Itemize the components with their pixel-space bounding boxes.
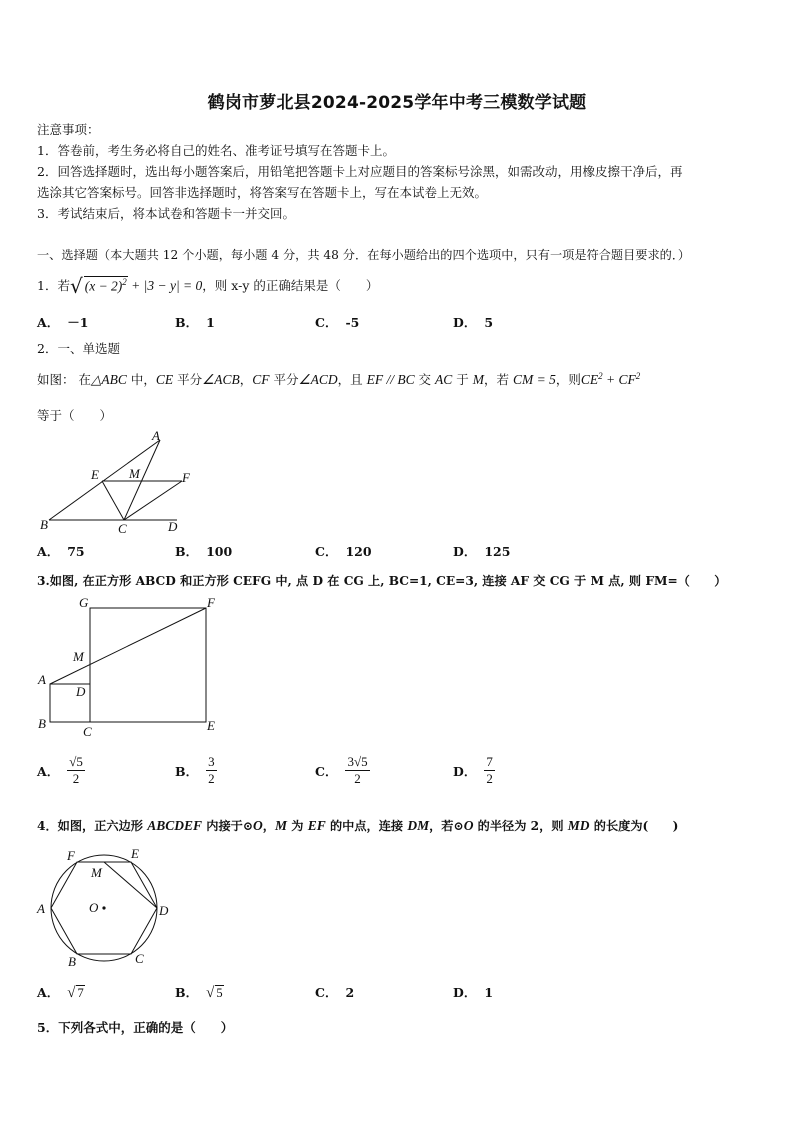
q3-label-f: F [207, 595, 215, 610]
q4-figure [35, 842, 185, 972]
notice-item-2-cont: 选涂其它答案标号。回答非选择题时，将答案写在答题卡上，写在本试卷上无效。 [37, 185, 488, 200]
q4-label-m: M [91, 865, 102, 880]
q2-label-d: D [168, 519, 178, 534]
q1-stem: 1．若√ $(x - 2)^2 + |3 - y| = 0$，则 x-y 的正确结果是（ ） [37, 274, 379, 298]
q2-label-f: F [182, 470, 190, 485]
q3-label-e: E [207, 718, 215, 733]
q3-label-b: B [38, 716, 46, 731]
q1-prefix: 1．若 [37, 278, 70, 293]
q2-label-m: M [129, 466, 140, 481]
q2-equals: 等于（ ） [37, 408, 113, 423]
q1-abs: + |3 − y| = 0 [127, 278, 203, 293]
q4-option-c[interactable]: C． 2 [315, 985, 355, 1000]
q3-figure [35, 594, 225, 740]
q1-option-c[interactable]: C． -5 [315, 315, 360, 330]
q3-label-c: C [83, 724, 92, 739]
q4-option-b[interactable]: B． √ 5 [175, 985, 223, 1001]
q4-label-b: B [68, 954, 76, 969]
q4-label-a: A [37, 901, 45, 916]
q4-option-d[interactable]: D． 1 [453, 985, 494, 1000]
q4-stem: 4．如图，正六边形 ABCDEF 内接于⊙O，M 为 EF 的中点，连接 DM，若⊙O 的半径为 2，则 MD 的长度为( ) [37, 818, 679, 833]
q2-stem: 如图： 在△ABC 中，CE 平分∠ACB，CF 平分∠ACD，且 EF // BC 交 AC 于 M，若 CM = 5，则$CE^2 + CF^2$ [37, 370, 641, 387]
q3-option-a[interactable]: A． $\frac{√5}{2}$ [37, 754, 83, 786]
notice-item-1: 1．答卷前，考生务必将自己的姓名、准考证号填写在答题卡上。 [37, 143, 395, 158]
q3-option-b[interactable]: B． $\frac{3}{2}$ [175, 754, 215, 786]
q2-head: 2．一、单选题 [37, 341, 120, 356]
q2-option-d[interactable]: D． 125 [453, 544, 511, 559]
q4-label-f: F [67, 848, 75, 863]
q2-label-a: A [152, 428, 160, 443]
q3-label-d: D [76, 684, 86, 699]
page-title: 鹤岗市萝北县2024-2025学年中考三模数学试题 [207, 93, 587, 113]
q4-label-e: E [131, 846, 139, 861]
q3-option-d[interactable]: D． $\frac{7}{2}$ [453, 754, 493, 786]
q2-option-b[interactable]: B． 100 [175, 544, 233, 559]
q1-option-a[interactable]: A． －1 [37, 315, 89, 330]
q2-label-c: C [118, 521, 127, 536]
notice-item-2: 2．回答选择题时，选出每小题答案后，用铅笔把答题卡上对应题目的答案标号涂黑，如需改动，用橡皮擦干净后，再 [37, 164, 683, 179]
q1-suffix: ，则 x-y 的正确结果是（ ） [202, 278, 379, 293]
q2-option-c[interactable]: C． 120 [315, 544, 372, 559]
q2-label-e: E [91, 467, 99, 482]
q3-label-m: M [73, 649, 84, 664]
q3-label-a: A [38, 672, 46, 687]
q1-radicand: $(x - 2)^2$ [84, 276, 127, 293]
q4-label-d: D [159, 903, 169, 918]
q3-option-c[interactable]: C． $\frac{3√5}{2}$ [315, 754, 368, 786]
q2-option-a[interactable]: A． 75 [37, 544, 85, 559]
notice-item-3: 3．考试结束后，将本试卷和答题卡一并交回。 [37, 206, 295, 221]
notice-heading: 注意事项： [37, 122, 100, 137]
q2-figure [35, 428, 195, 538]
q3-label-g: G [79, 595, 89, 610]
section-heading: 一、选择题（本大题共 12 个小题，每小题 4 分，共 48 分．在每小题给出的四个选项中，只有一项是符合题目要求的．） [37, 248, 691, 262]
q3-stem: 3.如图, 在正方形 ABCD 和正方形 CEFG 中, 点 D 在 CG 上, BC=1, CE=3, 连接 AF 交 CG 于 M 点, 则 FM=（ ） [37, 574, 727, 588]
q4-label-o: O [89, 900, 99, 915]
q4-option-a[interactable]: A． √ 7 [37, 985, 84, 1001]
q1-option-b[interactable]: B． 1 [175, 315, 215, 330]
q2-label-b: B [40, 517, 48, 532]
q4-label-c: C [135, 951, 144, 966]
q1-option-d[interactable]: D． 5 [453, 315, 494, 330]
q5-stem: 5．下列各式中，正确的是（ ） [37, 1020, 234, 1035]
